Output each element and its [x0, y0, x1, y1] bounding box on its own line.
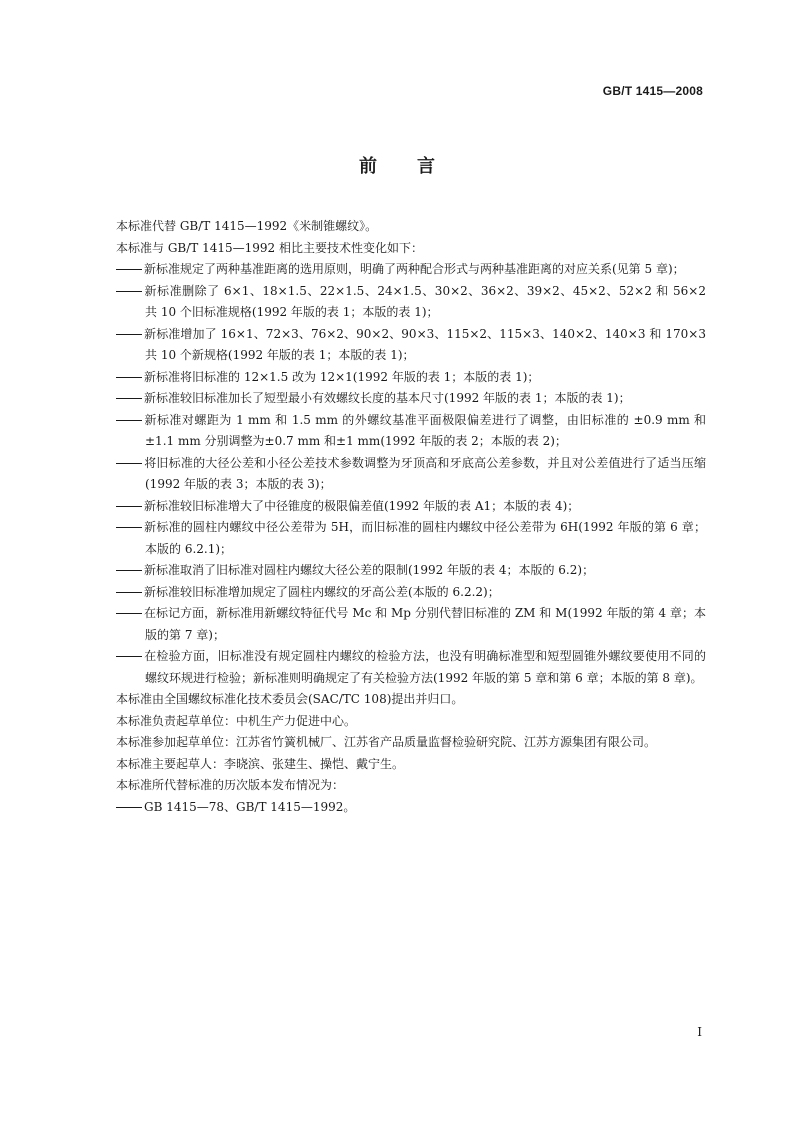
- closing-paragraph: 本标准由全国螺纹标准化技术委员会(SAC/TC 108)提出并归口。: [116, 692, 464, 706]
- dash-marker: [116, 646, 144, 668]
- dash-marker: [116, 496, 144, 518]
- change-item-text: 新标准规定了两种基准距离的选用原则，明确了两种配合形式与两种基准距离的对应关系(见第 5 章)；: [144, 262, 685, 276]
- change-item: [88, 281, 706, 324]
- preface-body: [88, 216, 706, 818]
- dash-marker: [116, 367, 144, 389]
- dash-marker: [116, 281, 144, 303]
- change-item: [88, 324, 706, 367]
- document-code: GB/T 1415—2008: [602, 84, 703, 98]
- dash-marker: [116, 453, 144, 475]
- dash-marker: [116, 324, 144, 346]
- change-item: [88, 453, 706, 496]
- change-item-text: 在标记方面，新标准用新螺纹特征代号 Mc 和 Mp 分别代替旧标准的 ZM 和 M(1992 年版的第 4 章；本版的第 7 章)；: [144, 606, 706, 642]
- dash-marker: [116, 582, 144, 604]
- change-item: [88, 603, 706, 646]
- dash-marker: [116, 603, 144, 625]
- intro-paragraph: 本标准与 GB/T 1415—1992 相比主要技术性变化如下：: [116, 240, 423, 255]
- change-item: [88, 517, 706, 560]
- page-title: 前言: [359, 156, 475, 177]
- change-item: [88, 259, 706, 281]
- change-item-text: 新标准的圆柱内螺纹中径公差带为 5H，而旧标准的圆柱内螺纹中径公差带为 6H(1992 年版的第 6 章；本版的 6.2.1)；: [144, 520, 706, 556]
- dash-marker: [116, 388, 144, 410]
- change-item-text: 在检验方面，旧标准没有规定圆柱内螺纹的检验方法，也没有明确标准型和短型圆锥外螺纹要使用不同的螺纹环规进行检验；新标准则明确规定了有关检验方法(1992 年版的第 5 章和第 6 章；本版的第 8 章)。: [144, 649, 706, 685]
- dash-marker: [116, 560, 144, 582]
- change-item-text: 新标准对螺距为 1 mm 和 1.5 mm 的外螺纹基准平面极限偏差进行了调整，由旧标准的 ±0.9 mm 和±1.1 mm 分别调整为±0.7 mm 和±1 mm(1992 年版的表 2；本版的表 2)；: [144, 412, 706, 448]
- change-item-text: 新标准删除了 6×1、18×1.5、22×1.5、24×1.5、30×2、36×2、39×2、45×2、52×2 和 56×2 共 10 个旧标准规格(1992 年版的表 1；本版的表 1)；: [144, 283, 706, 319]
- dash-marker: [116, 517, 144, 539]
- dash-marker: [116, 259, 144, 281]
- closing-paragraph: 本标准参加起草单位：江苏省竹簧机械厂、江苏省产品质量监督检验研究院、江苏方源集团有限公司。: [116, 735, 657, 749]
- history-item: [88, 797, 706, 819]
- page-number: I: [697, 1025, 702, 1039]
- change-item-text: 新标准较旧标准增大了中径锥度的极限偏差值(1992 年版的表 A1；本版的表 4)；: [144, 498, 580, 513]
- history-item-text: GB 1415—78、GB/T 1415—1992。: [144, 799, 356, 814]
- change-item-text: 新标准较旧标准加长了短型最小有效螺纹长度的基本尺寸(1992 年版的表 1；本版的表 1)；: [144, 391, 631, 405]
- dash-marker: [116, 797, 144, 819]
- intro-paragraph: 本标准代替 GB/T 1415—1992《米制锥螺纹》。: [116, 219, 378, 233]
- change-item-text: 新标准将旧标准的 12×1.5 改为 12×1(1992 年版的表 1；本版的表 1)；: [144, 369, 540, 384]
- change-item: [88, 410, 706, 453]
- change-item-text: 新标准取消了旧标准对圆柱内螺纹大径公差的限制(1992 年版的表 4；本版的 6.2)；: [144, 563, 595, 577]
- change-item: [88, 646, 706, 689]
- change-item: [88, 582, 706, 604]
- change-item: [88, 496, 706, 518]
- change-item: [88, 367, 706, 389]
- closing-paragraph: 本标准所代替标准的历次版本发布情况为：: [116, 778, 345, 792]
- closing-paragraph: 本标准负责起草单位：中机生产力促进中心。: [116, 713, 357, 728]
- change-item: [88, 560, 706, 582]
- change-item: [88, 388, 706, 410]
- change-item-text: 新标准较旧标准增加规定了圆柱内螺纹的牙高公差(本版的 6.2.2)；: [144, 584, 500, 599]
- closing-paragraph: 本标准主要起草人：李晓滨、张建生、操恺、戴宁生。: [116, 756, 405, 771]
- change-item-text: 新标准增加了 16×1、72×3、76×2、90×2、90×3、115×2、115×3、140×2、140×3 和 170×3 共 10 个新规格(1992 年版的表 1；本版的表 1)；: [144, 326, 706, 362]
- dash-marker: [116, 410, 144, 432]
- change-item-text: 将旧标准的大径公差和小径公差技术参数调整为牙顶高和牙底高公差参数，并且对公差值进行了适当压缩(1992 年版的表 3；本版的表 3)；: [144, 455, 706, 491]
